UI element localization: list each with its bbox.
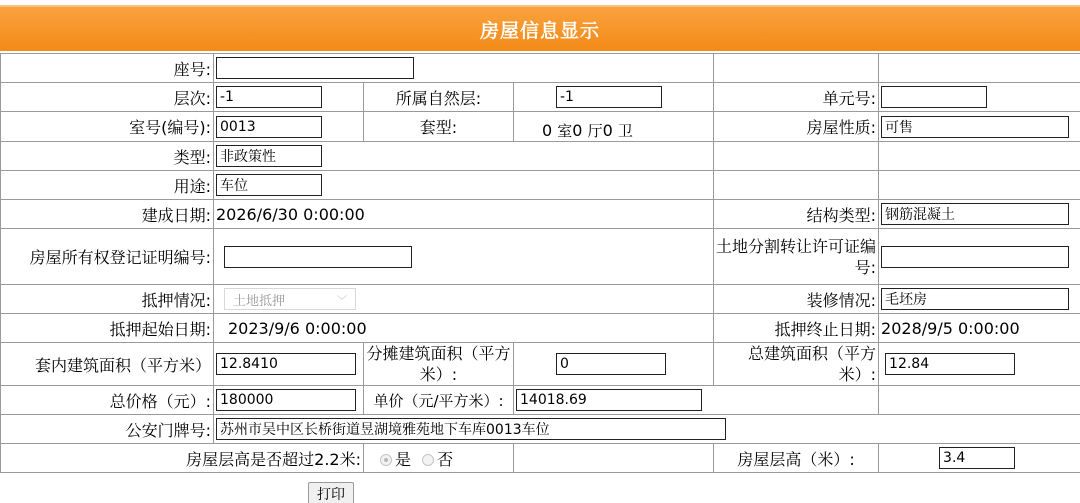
row-room <box>1 112 1080 142</box>
suite-type-label: 套型: <box>364 112 514 142</box>
shared-area-field[interactable] <box>556 353 666 375</box>
suite-halls: 0 <box>572 121 583 140</box>
natural-floor-field[interactable] <box>556 86 662 108</box>
seat-no-label: 座号: <box>1 54 214 83</box>
doorplate-label: 公安门牌号: <box>1 415 214 444</box>
row-height <box>1 444 1080 473</box>
room-no-label: 室号(编号): <box>1 112 214 142</box>
height-over-options <box>364 444 514 473</box>
unit-price-label: 单价（元/平方米）: <box>364 386 514 415</box>
land-permit-label: 土地分割转让许可证编号: <box>714 229 879 285</box>
row-certificates <box>1 229 1080 285</box>
ownership-cert-label: 房屋所有权登记证明编号: <box>1 229 214 285</box>
decoration-field[interactable] <box>881 288 1069 310</box>
height-over-yes-radio[interactable] <box>380 454 392 466</box>
height-over-yes-label: 是 <box>395 449 412 469</box>
floor-height-label: 房屋层高（米）: <box>714 444 879 473</box>
build-date-value: 2026/6/30 0:00:00 <box>214 200 714 229</box>
suite-hall-unit: 厅 <box>587 122 603 140</box>
row-areas <box>1 343 1080 386</box>
height-over-label: 房屋层高是否超过2.2米: <box>1 444 364 473</box>
unit-no-label: 单元号: <box>714 83 879 112</box>
unit-price-field[interactable] <box>516 389 702 411</box>
inner-area-field[interactable] <box>216 353 356 375</box>
usage-label: 用途: <box>1 171 214 200</box>
room-no-field[interactable] <box>216 116 322 138</box>
row-build-date <box>1 200 1080 229</box>
house-info-table <box>0 53 1080 473</box>
type-label: 类型: <box>1 142 214 171</box>
shared-area-label: 分摊建筑面积（平方米）: <box>364 343 514 386</box>
print-button[interactable]: 打印 <box>308 482 354 503</box>
mortgage-start-value: 2023/9/6 0:00:00 <box>214 314 714 343</box>
usage-field[interactable] <box>216 174 322 196</box>
mortgage-end-value: 2028/9/5 0:00:00 <box>879 314 1080 343</box>
row-type <box>1 142 1080 171</box>
ownership-cert-field[interactable] <box>224 246 412 268</box>
suite-bath-unit: 卫 <box>617 122 633 140</box>
row-seat <box>1 54 1080 83</box>
floor-label: 层次: <box>1 83 214 112</box>
natural-floor-label: 所属自然层: <box>364 83 514 112</box>
row-mortgage-dates <box>1 314 1080 343</box>
mortgage-status-label: 抵押情况: <box>1 285 214 314</box>
height-over-no-label: 否 <box>437 449 454 469</box>
page-title: 房屋信息显示 <box>479 19 600 42</box>
row-price <box>1 386 1080 415</box>
row-mortgage <box>1 285 1080 314</box>
structure-type-field[interactable] <box>881 203 1069 225</box>
mortgage-status-value: 土地抵押 <box>233 293 286 309</box>
mortgage-end-label: 抵押终止日期: <box>714 314 879 343</box>
house-nature-field[interactable] <box>881 116 1069 138</box>
seat-no-field[interactable] <box>216 57 414 79</box>
type-field[interactable] <box>216 145 322 167</box>
suite-type-value <box>514 112 714 142</box>
page-header <box>0 5 1080 51</box>
land-permit-field[interactable] <box>881 246 1069 268</box>
suite-rooms: 0 <box>542 121 553 140</box>
row-usage <box>1 171 1080 200</box>
unit-no-field[interactable] <box>881 86 987 108</box>
floor-height-field[interactable] <box>939 447 1015 469</box>
build-date-label: 建成日期: <box>1 200 214 229</box>
suite-baths: 0 <box>602 121 613 140</box>
decoration-label: 装修情况: <box>714 285 879 314</box>
mortgage-status-select[interactable] <box>224 288 356 310</box>
house-nature-label: 房屋性质: <box>714 112 879 142</box>
inner-area-label: 套内建筑面积（平方米） <box>1 343 214 386</box>
structure-type-label: 结构类型: <box>714 200 879 229</box>
suite-room-unit: 室 <box>557 122 573 140</box>
row-floor <box>1 83 1080 112</box>
floor-field[interactable] <box>216 86 322 108</box>
total-area-label: 总建筑面积（平方米）: <box>714 343 879 386</box>
doorplate-field[interactable] <box>216 418 726 440</box>
total-area-field[interactable] <box>885 353 1015 375</box>
mortgage-start-label: 抵押起始日期: <box>1 314 214 343</box>
total-price-label: 总价格（元）: <box>1 386 214 415</box>
chevron-down-icon: ﹀ <box>337 295 347 307</box>
height-over-no-radio[interactable] <box>422 454 434 466</box>
row-doorplate <box>1 415 1080 444</box>
total-price-field[interactable] <box>216 389 356 411</box>
